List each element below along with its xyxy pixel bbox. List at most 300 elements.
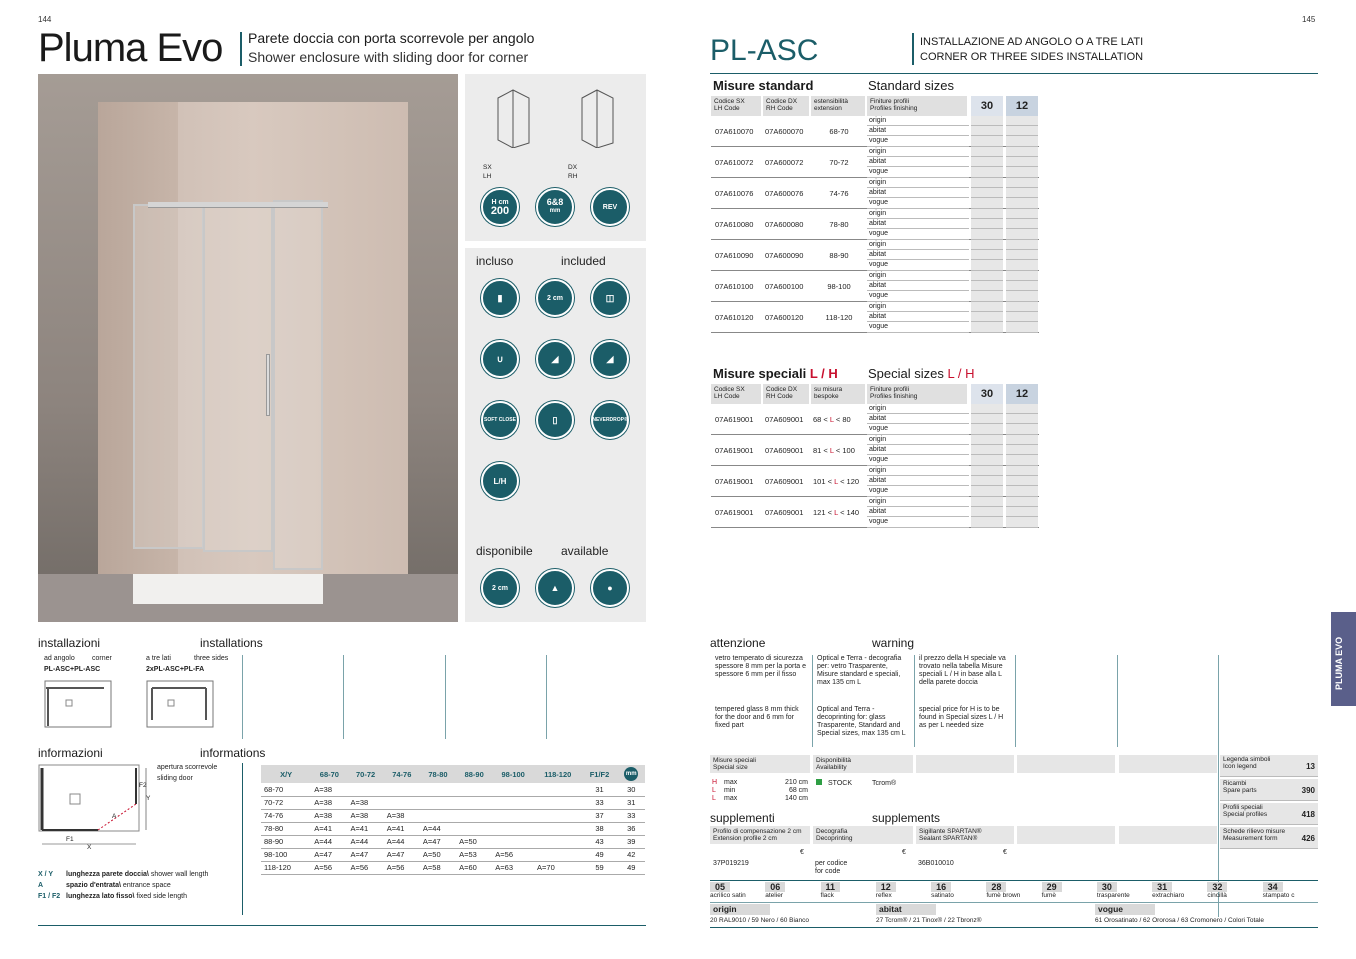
install-three-code: 2xPL-ASC+PL-FA [146,666,205,673]
price-cell [1006,414,1038,424]
side-ref-page: 13 [1306,762,1315,771]
corner-install-diagram [44,680,112,728]
price-cell [971,188,1003,198]
finish-list [867,178,1039,209]
custom-size-icon: L/H [481,462,519,500]
finish-list [867,147,1039,178]
finish-list [867,435,1039,466]
installations-label-en: installations [200,636,263,650]
warning-price-it: il prezzo della H speciale va trovato nella tabella Misure speciali L / H in base alla L della parete doccia [919,655,1006,686]
finish-name: vogue [867,229,969,239]
xy-cell [384,783,420,796]
available-label-en: available [561,544,609,558]
xy-cell: 118-120 [261,861,311,874]
side-references [1220,755,1318,851]
reversible-icon: REV [591,188,629,226]
glass-color-item [986,882,1041,902]
price-cell [971,486,1003,496]
std-col-30: 30 [971,96,1003,116]
standard-code-dx: 07A600080 [765,219,804,229]
price-cell [1006,209,1038,219]
handle-icon: ▯ [536,401,574,439]
euro-3: € [1003,849,1007,856]
price-cell [971,157,1003,167]
side-tab: PLUMA EVO [1331,612,1356,706]
special-range: 68 < L < 80 [813,414,851,424]
product-subtitle-en: Shower enclosure with sliding door for corner [248,49,529,65]
price-cell [971,281,1003,291]
warning-glass-it: vetro temperato di sicurezza spessore 8 mm per la porta e spessore 6 mm per il fisso [715,655,807,678]
side-ref-item: Legenda simboli Icon legend 13 [1220,755,1318,777]
finish-legend-name: vogue [1095,904,1155,915]
special-range: 101 < L < 120 [813,476,860,486]
standard-code-sx: 07A610100 [715,281,754,291]
price-cell [971,126,1003,136]
finish-list [867,404,1039,435]
standard-extension: 78-80 [829,219,849,229]
included-label-it: incluso [476,254,514,268]
glass-color-name: trasparente [1096,892,1130,899]
price-cell [971,229,1003,239]
standard-code-dx: 07A600120 [765,312,804,322]
height-200-icon: H cm 200 [481,188,519,226]
xy-cell: 37 [582,809,618,822]
standard-code-dx: 07A600100 [765,281,804,291]
finish-list [867,497,1039,528]
title-divider [240,32,242,66]
standard-row [711,147,1039,178]
finish-name: abitat [867,445,969,455]
price-cell [1006,486,1038,496]
price-cell [1006,281,1038,291]
price-cell [1006,188,1038,198]
legend-key-xy: X / Y [38,871,54,878]
glass-color-number: 12 [876,882,896,892]
price-cell [1006,260,1038,270]
glass-color-item [931,882,986,902]
price-cell [971,260,1003,270]
xy-cell: 38 [582,822,618,835]
finish-name: abitat [867,312,969,322]
finish-name: vogue [867,322,969,332]
price-cell [1006,424,1038,434]
supplement-extension-code: 37P019219 [713,860,749,867]
xy-cell: A=41 [347,822,383,835]
xy-cell: 42 [617,848,645,861]
price-cell [1006,250,1038,260]
finish-legend-item [876,904,1095,924]
glass-color-name: stampato c [1262,892,1295,899]
xy-cell [492,796,534,809]
standard-extension: 98-100 [827,281,851,291]
price-cell [971,455,1003,465]
xy-cell [456,783,492,796]
special-range: 121 < L < 140 [813,507,860,517]
xy-cell: A=38 [384,809,420,822]
supplements-label-en: supplements [872,811,941,825]
profile-icon: ▮ [481,279,519,317]
price-cell [971,271,1003,281]
finish-name: origin [867,271,969,281]
price-cell [1006,466,1038,476]
xy-cell: 68-70 [261,783,311,796]
available-2cm-icon: 2 cm [481,569,519,607]
corner-dx-icon [577,88,617,148]
supplements-label-it: supplementi [710,811,775,825]
glass-color-item [1263,882,1318,902]
finish-name: abitat [867,476,969,486]
side-ref-page: 418 [1301,810,1315,819]
glass-color-number: 29 [1042,882,1062,892]
xy-cell [534,796,581,809]
price-cell [971,476,1003,486]
finish-list [867,466,1039,497]
glass-color-item [1207,882,1262,902]
finish-name: vogue [867,198,969,208]
door-profile-icon: ◫ [591,279,629,317]
price-cell [971,178,1003,188]
glass-color-legend [710,882,1318,902]
finish-name: origin [867,435,969,445]
standard-row [711,271,1039,302]
dim-f2: F2 [139,782,147,789]
special-range: 81 < L < 100 [813,445,855,455]
glass-color-item [821,882,876,902]
xy-cell [420,809,456,822]
price-cell [971,302,1003,312]
price-cell [1006,178,1038,188]
glass-color-name: atelier [765,892,783,899]
price-cell [971,167,1003,177]
standard-extension: 88-90 [829,250,849,260]
standard-row [711,209,1039,240]
included-label-en: included [561,254,606,268]
glass-color-name: flack [820,892,834,899]
price-cell [1006,229,1038,239]
information-label-it: informazioni [38,746,103,760]
standard-code-sx: 07A610076 [715,188,754,198]
install-title-en: CORNER OR THREE SIDES INSTALLATION [920,51,1144,63]
icons-panel-top [465,74,646,241]
special-code-sx: 07A619001 [715,476,754,486]
finish-list [867,116,1039,147]
finish-name: origin [867,209,969,219]
xy-cell [492,809,534,822]
standard-code-sx: 07A610120 [715,312,754,322]
standard-row [711,302,1039,333]
price-cell [971,414,1003,424]
price-cell [1006,476,1038,486]
standard-code-dx: 07A600070 [765,126,804,136]
price-cell [971,116,1003,126]
xy-cell [492,822,534,835]
xy-cell: A=44 [420,822,456,835]
finish-legend-desc: 20 RAL9010 / 59 Nero / 60 Bianco [710,917,810,924]
standard-code-sx: 07A610070 [715,126,754,136]
decoprint-icon: ▲ [536,569,574,607]
xy-cell: A=38 [311,796,347,809]
finish-name: origin [867,116,969,126]
xy-row [261,848,645,861]
install-corner-it: ad angolo [44,655,75,662]
glass-color-name: fumè [1041,892,1057,899]
xy-cell: A=56 [384,861,420,874]
xy-cell: A=47 [311,848,347,861]
price-cell [1006,507,1038,517]
warning-label-en: warning [872,636,915,650]
side-ref-item: Profili speciali Special profiles 418 [1220,803,1318,825]
legend-key-a: A [38,882,44,889]
soft-close-icon: SOFT CLOSE [481,401,519,439]
side-ref-item: Ricambi Spare parts 390 [1220,779,1318,801]
price-cell [1006,136,1038,146]
xy-header-cell: 70-72 [347,765,383,783]
xy-cell: A=38 [347,796,383,809]
glass-color-name: fumè brown [986,892,1021,899]
glass-color-item [1152,882,1207,902]
xy-header-cell [617,765,645,783]
price-cell [971,404,1003,414]
standard-extension: 68-70 [829,126,849,136]
special-sizes-title-it: Misure speciali L / H [713,366,838,381]
legend-xy: lunghezza parete doccia\ shower wall length [66,871,209,878]
warning-deco-it: Optical e Terra - decografia per: vetro Trasparente, Misure standard e speciali, max 135 cm L [817,655,902,686]
finish-name: abitat [867,414,969,424]
xy-cell [384,796,420,809]
standard-code-dx: 07A600072 [765,157,804,167]
xy-header-cell: X/Y [261,765,311,783]
xy-header-cell: 88-90 [456,765,492,783]
xy-row [261,809,645,822]
xy-header-cell: 68-70 [311,765,347,783]
xy-header-cell: 74-76 [384,765,420,783]
price-cell [1006,116,1038,126]
glass-color-name: satinato [931,892,954,899]
xy-cell [534,783,581,796]
dim-a: A [112,813,117,820]
finish-name: abitat [867,157,969,167]
xy-cell: A=44 [347,835,383,848]
xy-cell [534,822,581,835]
glass-color-number: 31 [1152,882,1172,892]
price-cell [971,209,1003,219]
xy-cell: A=38 [311,783,347,796]
finish-list [867,209,1039,240]
glass-mm-icon: mm [624,767,638,781]
three-sides-install-diagram [146,680,214,728]
xy-row [261,835,645,848]
xy-cell: 49 [617,861,645,874]
warning-glass-en: tempered glass 8 mm thick for the door and 6 mm for fixed part [715,706,799,729]
warning-deco-en: Optical and Terra - decoprinting for: glass Trasparente, Standard and Special sizes, max 135 cm L [817,706,906,737]
xy-cell: A=50 [420,848,456,861]
glass-color-number: 06 [765,882,785,892]
seal-icon: ◢ [536,340,574,378]
finish-name: abitat [867,188,969,198]
spc-col-30: 30 [971,384,1003,404]
finish-list [867,240,1039,271]
product-subtitle-it: Parete doccia con porta scorrevole per angolo [248,30,535,46]
xy-cell [420,796,456,809]
xy-cell [456,796,492,809]
price-cell [971,517,1003,527]
finish-name: abitat [867,507,969,517]
special-code-sx: 07A619001 [715,445,754,455]
price-cell [971,497,1003,507]
dx-sub: RH [568,173,578,180]
glass-color-item [765,882,820,902]
finish-legend-name: abitat [876,904,936,915]
price-cell [1006,455,1038,465]
standard-code-dx: 07A600090 [765,250,804,260]
special-code-dx: 07A609001 [765,414,804,424]
sx-sub: LH [483,173,492,180]
xy-cell [492,835,534,848]
xy-cell: 33 [582,796,618,809]
standard-code-sx: 07A610090 [715,250,754,260]
glass-color-item [876,882,931,902]
xy-cell: 70-72 [261,796,311,809]
supplement-extension: Profilo di compensazione 2 cm Extension profile 2 cm [710,826,810,844]
dx-label: DX [568,164,578,171]
finish-name: abitat [867,219,969,229]
xy-cell: 98-100 [261,848,311,861]
xy-cell: A=47 [384,848,420,861]
finish-name: abitat [867,250,969,260]
glass-color-number: 32 [1207,882,1227,892]
standard-row [711,240,1039,271]
finish-name: origin [867,240,969,250]
xy-cell [534,809,581,822]
xy-cell: 59 [582,861,618,874]
finish-name: vogue [867,167,969,177]
standard-extension: 74-76 [829,188,849,198]
standard-sizes-table: Codice SX LH Code Codice DX RH Code estensibilità extension Finiture profili Profiles finishing 07A610070 07A600070 68-70 origin abitat vogue 07A610072 07A600072 70-72 origin abitat vogue 07A610076 07A600076 74-76 origin abitat vogue 07A610080 07A600080 78-80 origin abitat vogue 07A610090 07A600090 88-90 origin abitat vogue 07A610100 07A600100 98-100 origin abitat vogue 07A610120 07A600120 118-120 origin abitat vogue [711,96,1039,333]
standard-extension: 118-120 [825,312,853,322]
side-ref-item: Schede rilievo misure Measurement form 426 [1220,827,1318,849]
product-photo [38,74,458,622]
xy-cell: 39 [617,835,645,848]
xy-cell [534,835,581,848]
price-cell [971,435,1003,445]
product-title: Pluma Evo [38,26,223,70]
special-row [711,466,1039,497]
standard-sizes-title-en: Standard sizes [868,78,954,93]
side-ref-page: 390 [1301,786,1315,795]
opening-en: sliding door [157,775,193,782]
available-label-it: disponibile [476,544,533,558]
xy-cell: A=44 [311,835,347,848]
xy-cell: A=41 [384,822,420,835]
xy-cell: 49 [582,848,618,861]
glass-color-item [1042,882,1097,902]
xy-cell: A=56 [311,861,347,874]
xy-cell: A=38 [347,809,383,822]
install-three-it: a tre lati [146,655,171,662]
special-row [711,497,1039,528]
install-title-it: INSTALLAZIONE AD ANGOLO O A TRE LATI [920,36,1144,48]
xy-cell: A=63 [492,861,534,874]
xy-row [261,822,645,835]
supplement-decoprint: Decografia Decoprinting [813,826,913,844]
standard-sizes-title-it: Misure standard [713,78,814,93]
glass-color-item [1097,882,1152,902]
finish-name: vogue [867,291,969,301]
xy-row [261,796,645,809]
finish-legend-name: origin [710,904,770,915]
price-cell [1006,219,1038,229]
sx-label: SX [483,164,492,171]
standard-code-sx: 07A610072 [715,157,754,167]
xy-cell: A=38 [311,809,347,822]
glass-color-item [710,882,765,902]
drip-seal-icon: ◢ [591,340,629,378]
install-corner-en: corner [92,655,112,662]
glass-color-number: 16 [931,882,951,892]
legend-f: lunghezza lato fisso\ fixed side length [66,893,187,900]
price-cell [971,424,1003,434]
availability-values: STOCK Tcrom® [816,779,896,788]
xy-cell: A=56 [492,848,534,861]
price-cell [971,219,1003,229]
xy-cell: 74-76 [261,809,311,822]
xy-header-cell: 118-120 [534,765,581,783]
price-cell [1006,126,1038,136]
finish-name: origin [867,302,969,312]
finish-legend-item [1095,904,1318,924]
supplement-sealant: Sigillante SPARTAN® Sealant SPARTAN® [916,826,1014,844]
special-code-dx: 07A609001 [765,507,804,517]
price-cell [1006,517,1038,527]
xy-cell: A=60 [456,861,492,874]
finish-name: origin [867,147,969,157]
xy-header-cell: 98-100 [492,765,534,783]
price-cell [971,250,1003,260]
xy-cell: 31 [582,783,618,796]
finish-name: abitat [867,281,969,291]
glass-color-name: reflex [875,892,892,899]
sealant-icon: ● [591,569,629,607]
legend-key-f: F1 / F2 [38,893,61,900]
special-row [711,404,1039,435]
finish-name: vogue [867,486,969,496]
glass-thickness-icon: 6&8 mm [536,188,574,226]
xy-cell [456,822,492,835]
xy-cell: A=44 [384,835,420,848]
finish-name: origin [867,404,969,414]
price-cell [971,291,1003,301]
price-cell [971,507,1003,517]
xy-cell: A=56 [347,861,383,874]
supplement-sealant-code: 36B010010 [918,860,954,867]
finish-name: vogue [867,517,969,527]
xy-cell [347,783,383,796]
glass-color-name: cincillà [1207,892,1227,899]
xy-header-cell: 78-80 [420,765,456,783]
side-ref-page: 426 [1301,834,1315,843]
xy-row [261,783,645,796]
opening-it: apertura scorrevole [157,764,218,771]
icons-panel-features [465,248,646,622]
neverdrop-icon: NEVERDROP® [591,401,629,439]
standard-row [711,178,1039,209]
price-cell [1006,435,1038,445]
finish-legend-item [710,904,876,924]
xy-cell: 36 [617,822,645,835]
special-code-dx: 07A609001 [765,445,804,455]
xy-cell: A=50 [456,835,492,848]
price-cell [971,466,1003,476]
